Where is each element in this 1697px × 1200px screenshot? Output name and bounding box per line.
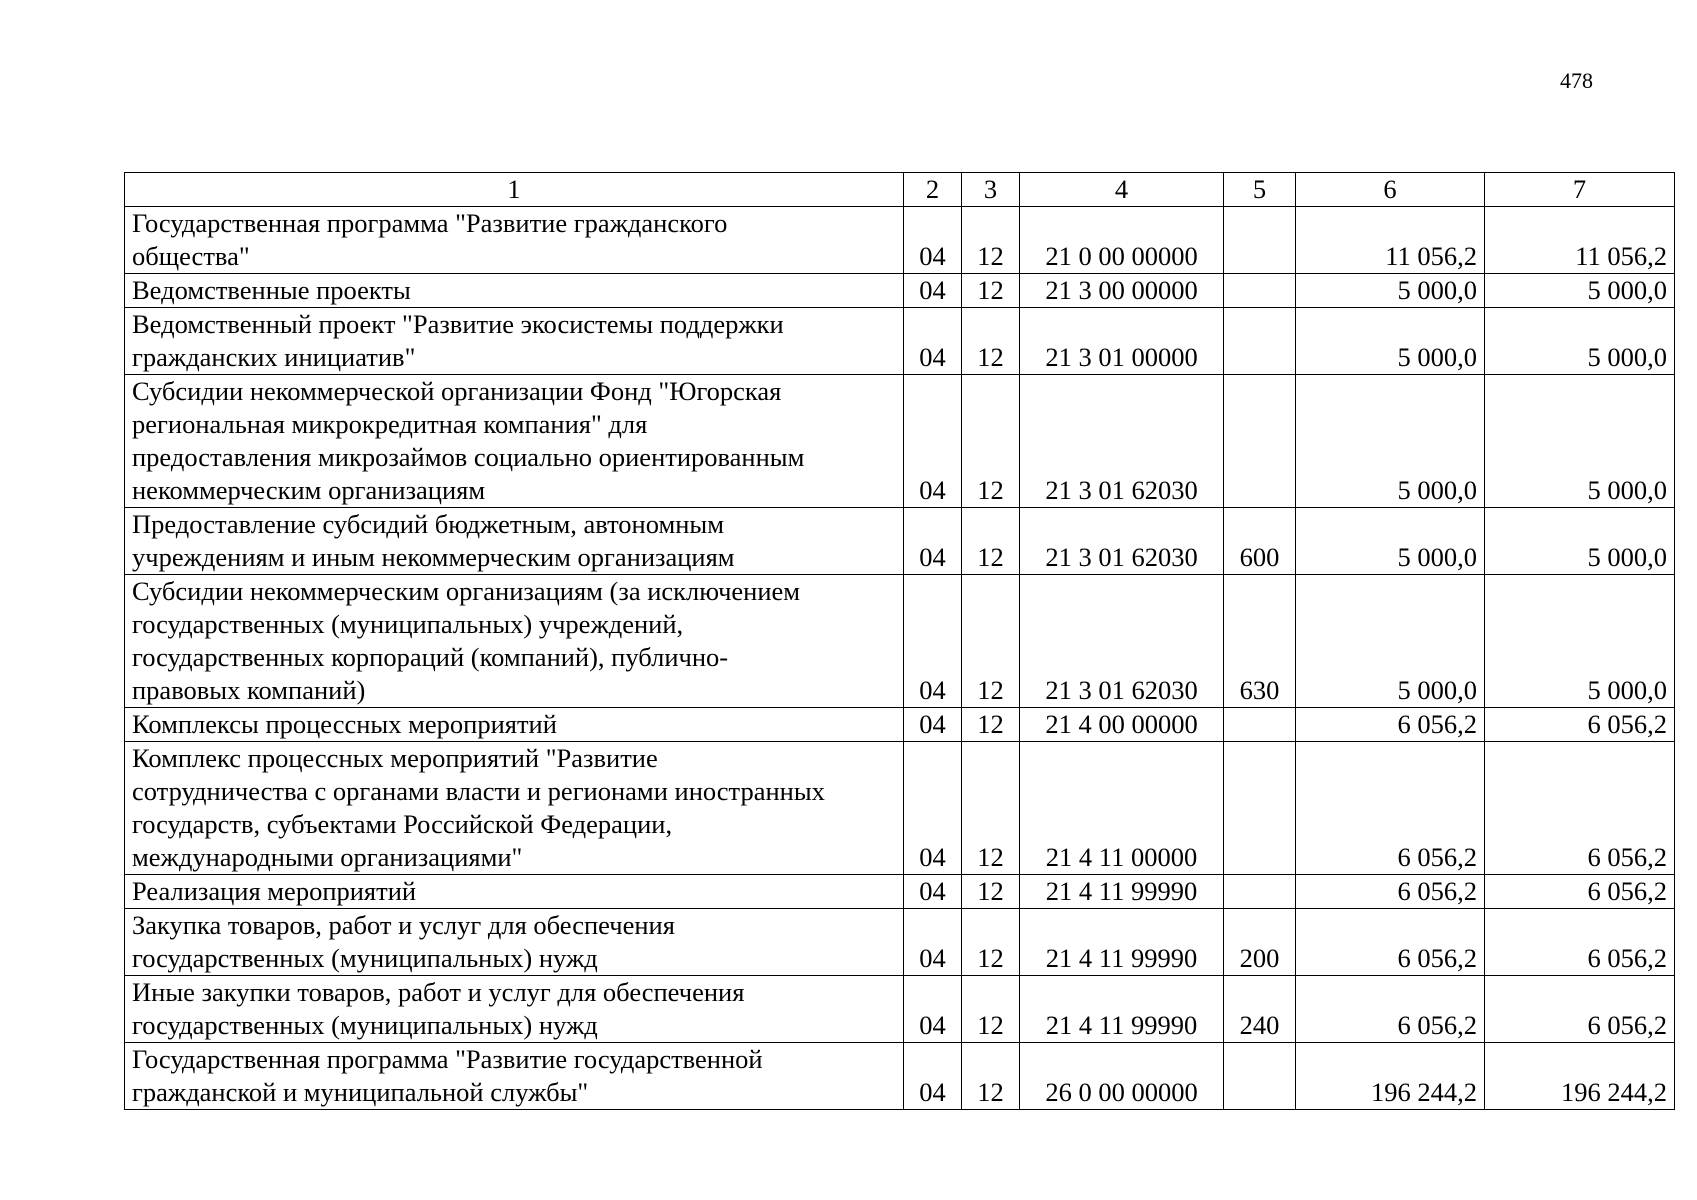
section-cell: 04: [904, 708, 962, 742]
code-cell: 21 3 01 00000: [1020, 308, 1224, 375]
header-cell-6: 6: [1296, 173, 1485, 207]
code-cell: 21 4 00 00000: [1020, 708, 1224, 742]
code-cell: 21 4 11 00000: [1020, 742, 1224, 875]
amount-cell-2: 11 056,2: [1485, 207, 1675, 274]
item-name-cell: [125, 1043, 904, 1110]
table-row: [125, 375, 1675, 508]
header-cell-1: 1: [125, 173, 904, 207]
item-name-cell: [125, 875, 904, 909]
item-name-cell: [125, 308, 904, 375]
subsection-cell: 12: [962, 909, 1020, 976]
amount-cell-1: 6 056,2: [1296, 708, 1485, 742]
subsection-cell: 12: [962, 976, 1020, 1043]
page-number: 478: [1560, 68, 1593, 93]
item-name-line: Субсидии некоммерческим организациям (за исключением: [132, 576, 801, 606]
item-name-line: гражданских инициатив": [132, 342, 416, 372]
item-name-line: Закупка товаров, работ и услуг для обеспечения: [132, 910, 675, 940]
item-name-cell: [125, 742, 904, 875]
item-name-cell: [125, 976, 904, 1043]
item-name-line: государственных (муниципальных) нужд: [132, 943, 598, 973]
amount-cell-1: 6 056,2: [1296, 875, 1485, 909]
amount-cell-2: 6 056,2: [1485, 909, 1675, 976]
header-cell-5: 5: [1224, 173, 1296, 207]
section-cell: 04: [904, 875, 962, 909]
item-name-cell: [125, 508, 904, 575]
table-row: [125, 708, 1675, 742]
amount-cell-2: 5 000,0: [1485, 375, 1675, 508]
amount-cell-1: 5 000,0: [1296, 375, 1485, 508]
expense-type-cell: [1224, 875, 1296, 909]
subsection-cell: 12: [962, 708, 1020, 742]
item-name-cell: [125, 575, 904, 708]
subsection-cell: 12: [962, 274, 1020, 308]
amount-cell-2: 6 056,2: [1485, 708, 1675, 742]
subsection-cell: 12: [962, 1043, 1020, 1110]
budget-table: [124, 172, 1675, 1110]
expense-type-cell: 630: [1224, 575, 1296, 708]
item-name-line: Субсидии некоммерческой организации Фонд "Югорская: [132, 376, 782, 406]
subsection-cell: 12: [962, 508, 1020, 575]
item-name-line: Комплексы процессных мероприятий: [132, 709, 557, 739]
code-cell: 21 0 00 00000: [1020, 207, 1224, 274]
section-cell: 04: [904, 976, 962, 1043]
item-name-line: общества": [132, 241, 250, 271]
expense-type-cell: [1224, 274, 1296, 308]
expense-type-cell: [1224, 207, 1296, 274]
section-cell: 04: [904, 308, 962, 375]
item-name-line: правовых компаний): [132, 675, 366, 705]
item-name-line: государственных (муниципальных) нужд: [132, 1010, 598, 1040]
table-row: [125, 875, 1675, 909]
item-name-cell: [125, 207, 904, 274]
item-name-line: сотрудничества с органами власти и регионами иностранных: [132, 776, 825, 806]
code-cell: 21 3 00 00000: [1020, 274, 1224, 308]
item-name-line: Ведомственный проект "Развитие экосистемы поддержки: [132, 309, 784, 339]
header-cell-2: 2: [904, 173, 962, 207]
amount-cell-2: 5 000,0: [1485, 575, 1675, 708]
subsection-cell: 12: [962, 308, 1020, 375]
amount-cell-1: 196 244,2: [1296, 1043, 1485, 1110]
item-name-line: Иные закупки товаров, работ и услуг для обеспечения: [132, 977, 745, 1007]
header-cell-3: 3: [962, 173, 1020, 207]
section-cell: 04: [904, 909, 962, 976]
expense-type-cell: 240: [1224, 976, 1296, 1043]
table-row: [125, 207, 1675, 274]
item-name-line: государственных (муниципальных) учреждений,: [132, 609, 684, 639]
item-name-line: Комплекс процессных мероприятий "Развитие: [132, 743, 658, 773]
section-cell: 04: [904, 508, 962, 575]
table-row: [125, 508, 1675, 575]
expense-type-cell: [1224, 708, 1296, 742]
table-row: [125, 742, 1675, 875]
item-name-line: Государственная программа "Развитие гражданского: [132, 208, 728, 238]
item-name-line: государственных корпораций (компаний), публично-: [132, 642, 729, 672]
code-cell: 21 3 01 62030: [1020, 575, 1224, 708]
subsection-cell: 12: [962, 742, 1020, 875]
code-cell: 21 4 11 99990: [1020, 909, 1224, 976]
table-row: [125, 1043, 1675, 1110]
amount-cell-1: 6 056,2: [1296, 909, 1485, 976]
amount-cell-1: 11 056,2: [1296, 207, 1485, 274]
section-cell: 04: [904, 274, 962, 308]
code-cell: 26 0 00 00000: [1020, 1043, 1224, 1110]
table-row: [125, 909, 1675, 976]
subsection-cell: 12: [962, 207, 1020, 274]
item-name-cell: [125, 375, 904, 508]
amount-cell-2: 196 244,2: [1485, 1043, 1675, 1110]
section-cell: 04: [904, 207, 962, 274]
amount-cell-2: 6 056,2: [1485, 976, 1675, 1043]
item-name-line: Предоставление субсидий бюджетным, автономным: [132, 509, 725, 539]
section-cell: 04: [904, 375, 962, 508]
item-name-line: Государственная программа "Развитие государственной: [132, 1044, 763, 1074]
item-name-line: некоммерческим организациям: [132, 475, 486, 505]
item-name-line: Ведомственные проекты: [132, 275, 411, 305]
table-row: [125, 976, 1675, 1043]
item-name-line: Реализация мероприятий: [132, 876, 417, 906]
subsection-cell: 12: [962, 575, 1020, 708]
table-row: [125, 308, 1675, 375]
section-cell: 04: [904, 575, 962, 708]
header-cell-4: 4: [1020, 173, 1224, 207]
header-cell-7: 7: [1485, 173, 1675, 207]
amount-cell-2: 5 000,0: [1485, 308, 1675, 375]
amount-cell-2: 6 056,2: [1485, 875, 1675, 909]
item-name-line: учреждениям и иным некоммерческим организациям: [132, 542, 735, 572]
section-cell: 04: [904, 742, 962, 875]
expense-type-cell: [1224, 375, 1296, 508]
code-cell: 21 4 11 99990: [1020, 875, 1224, 909]
code-cell: 21 3 01 62030: [1020, 375, 1224, 508]
item-name-cell: [125, 708, 904, 742]
section-cell: 04: [904, 1043, 962, 1110]
amount-cell-1: 5 000,0: [1296, 575, 1485, 708]
amount-cell-1: 5 000,0: [1296, 274, 1485, 308]
item-name-line: международными организациями": [132, 842, 523, 872]
item-name-line: гражданской и муниципальной службы": [132, 1077, 589, 1107]
expense-type-cell: 200: [1224, 909, 1296, 976]
expense-type-cell: [1224, 1043, 1296, 1110]
item-name-cell: [125, 274, 904, 308]
header-row: [125, 173, 1675, 207]
amount-cell-1: 6 056,2: [1296, 976, 1485, 1043]
item-name-line: региональная микрокредитная компания" для: [132, 409, 648, 439]
amount-cell-1: 6 056,2: [1296, 742, 1485, 875]
item-name-line: предоставления микрозаймов социально ориентированным: [132, 442, 805, 472]
item-name-line: государств, субъектами Российской Федерации,: [132, 809, 673, 839]
subsection-cell: 12: [962, 375, 1020, 508]
code-cell: 21 3 01 62030: [1020, 508, 1224, 575]
amount-cell-1: 5 000,0: [1296, 508, 1485, 575]
expense-type-cell: 600: [1224, 508, 1296, 575]
table-row: [125, 274, 1675, 308]
amount-cell-2: 5 000,0: [1485, 274, 1675, 308]
item-name-cell: [125, 909, 904, 976]
subsection-cell: 12: [962, 875, 1020, 909]
amount-cell-1: 5 000,0: [1296, 308, 1485, 375]
amount-cell-2: 6 056,2: [1485, 742, 1675, 875]
table-body: [125, 207, 1675, 1110]
amount-cell-2: 5 000,0: [1485, 508, 1675, 575]
expense-type-cell: [1224, 308, 1296, 375]
expense-type-cell: [1224, 742, 1296, 875]
code-cell: 21 4 11 99990: [1020, 976, 1224, 1043]
table-row: [125, 575, 1675, 708]
